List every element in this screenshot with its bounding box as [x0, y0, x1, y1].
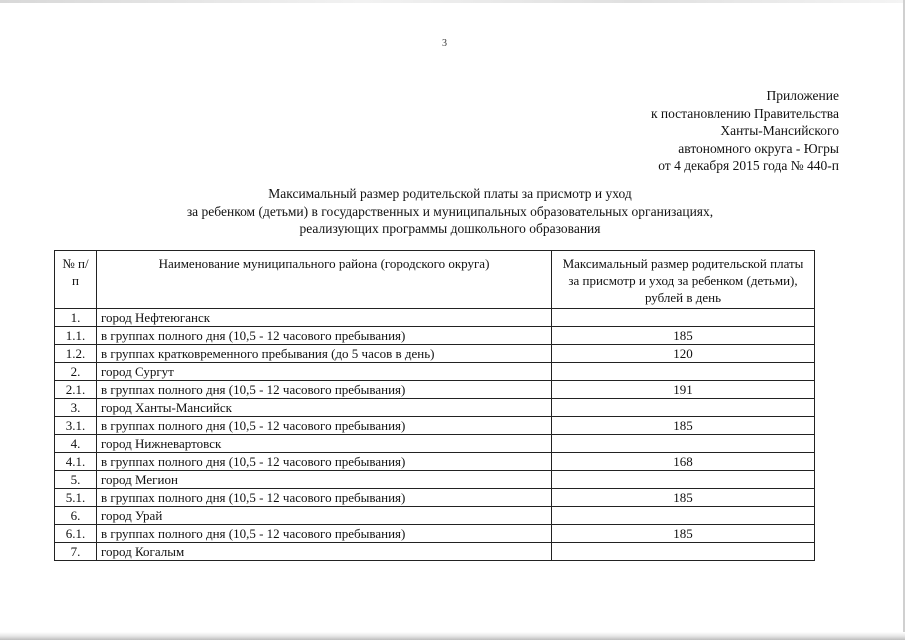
table-row — [55, 417, 815, 435]
table-row — [55, 471, 815, 489]
row-fee-cell: 185 — [552, 525, 815, 543]
table-row — [55, 381, 815, 399]
row-number-cell: 3.1. — [55, 417, 97, 435]
row-number-cell: 3. — [55, 399, 97, 417]
table-row — [55, 525, 815, 543]
row-number-cell: 1. — [55, 309, 97, 327]
appendix-line: Ханты-Мансийского — [720, 123, 839, 138]
row-fee-cell — [552, 435, 815, 453]
table-row — [55, 435, 815, 453]
table-row — [55, 399, 815, 417]
table-row — [55, 363, 815, 381]
table-row — [55, 543, 815, 561]
table-row — [55, 507, 815, 525]
scan-edge-top — [0, 0, 905, 3]
row-number-cell: 7. — [55, 543, 97, 561]
row-fee-cell — [552, 543, 815, 561]
row-number-cell: 6. — [55, 507, 97, 525]
row-fee-cell: 168 — [552, 453, 815, 471]
table-header-row — [55, 251, 815, 309]
row-fee-cell: 185 — [552, 417, 815, 435]
row-name-cell: в группах кратковременного пребывания (до 5 часов в день) — [97, 345, 552, 363]
row-fee-cell: 191 — [552, 381, 815, 399]
row-number-cell: 2. — [55, 363, 97, 381]
row-name-cell: город Ханты-Мансийск — [97, 399, 552, 417]
row-fee-cell: 185 — [552, 489, 815, 507]
appendix-line: к постановлению Правительства — [650, 105, 839, 121]
row-fee-cell — [552, 309, 815, 327]
row-name-cell: в группах полного дня (10,5 - 12 часового пребывания) — [97, 417, 552, 435]
table-row — [55, 327, 815, 345]
row-number-cell: 1.1. — [55, 327, 97, 345]
row-name-cell: город Сургут — [97, 363, 552, 381]
title-line: реализующих программы дошкольного образования — [299, 221, 601, 236]
row-number-cell: 6.1. — [55, 525, 97, 543]
header-number: № п/п — [55, 251, 97, 309]
table-row — [55, 309, 815, 327]
table-row — [55, 345, 815, 363]
title-line: Максимальный размер родительской платы за присмотр и уход — [268, 186, 632, 201]
appendix-line: от 4 декабря 2015 года № 440-п — [658, 158, 839, 173]
header-district-name: Наименование муниципального района (городского округа) — [97, 251, 552, 309]
row-name-cell: город Когалым — [97, 543, 552, 561]
row-name-cell: город Урай — [97, 507, 552, 525]
row-number-cell: 2.1. — [55, 381, 97, 399]
row-name-cell: город Нефтеюганск — [97, 309, 552, 327]
row-number-cell: 4. — [55, 435, 97, 453]
row-fee-cell — [552, 363, 815, 381]
row-name-cell: город Нижневартовск — [97, 435, 552, 453]
appendix-line: Приложение — [766, 88, 839, 103]
scan-edge-bottom — [0, 632, 905, 640]
row-fee-cell: 120 — [552, 345, 815, 363]
fees-table — [54, 250, 815, 561]
row-name-cell: в группах полного дня (10,5 - 12 часового пребывания) — [97, 327, 552, 345]
row-number-cell: 1.2. — [55, 345, 97, 363]
table-body — [55, 309, 815, 561]
row-name-cell: в группах полного дня (10,5 - 12 часового пребывания) — [97, 453, 552, 471]
appendix-block — [651, 87, 839, 175]
row-name-cell: город Мегион — [97, 471, 552, 489]
appendix-line: автономного округа - Югры — [678, 140, 839, 156]
row-name-cell: в группах полного дня (10,5 - 12 часового пребывания) — [97, 381, 552, 399]
document-title — [60, 185, 840, 238]
row-number-cell: 5. — [55, 471, 97, 489]
row-fee-cell — [552, 507, 815, 525]
table-row — [55, 489, 815, 507]
table-row — [55, 453, 815, 471]
header-max-fee: Максимальный размер родительской платы за присмотр и уход за ребенком (детьми), рублей в день — [552, 251, 815, 309]
row-fee-cell — [552, 399, 815, 417]
title-line: за ребенком (детьми) в государственных и муниципальных образовательных организациях, — [186, 203, 714, 219]
row-name-cell: в группах полного дня (10,5 - 12 часового пребывания) — [97, 489, 552, 507]
row-name-cell: в группах полного дня (10,5 - 12 часового пребывания) — [97, 525, 552, 543]
row-number-cell: 5.1. — [55, 489, 97, 507]
row-fee-cell — [552, 471, 815, 489]
row-number-cell: 4.1. — [55, 453, 97, 471]
page-number: 3 — [442, 38, 447, 49]
row-fee-cell: 185 — [552, 327, 815, 345]
